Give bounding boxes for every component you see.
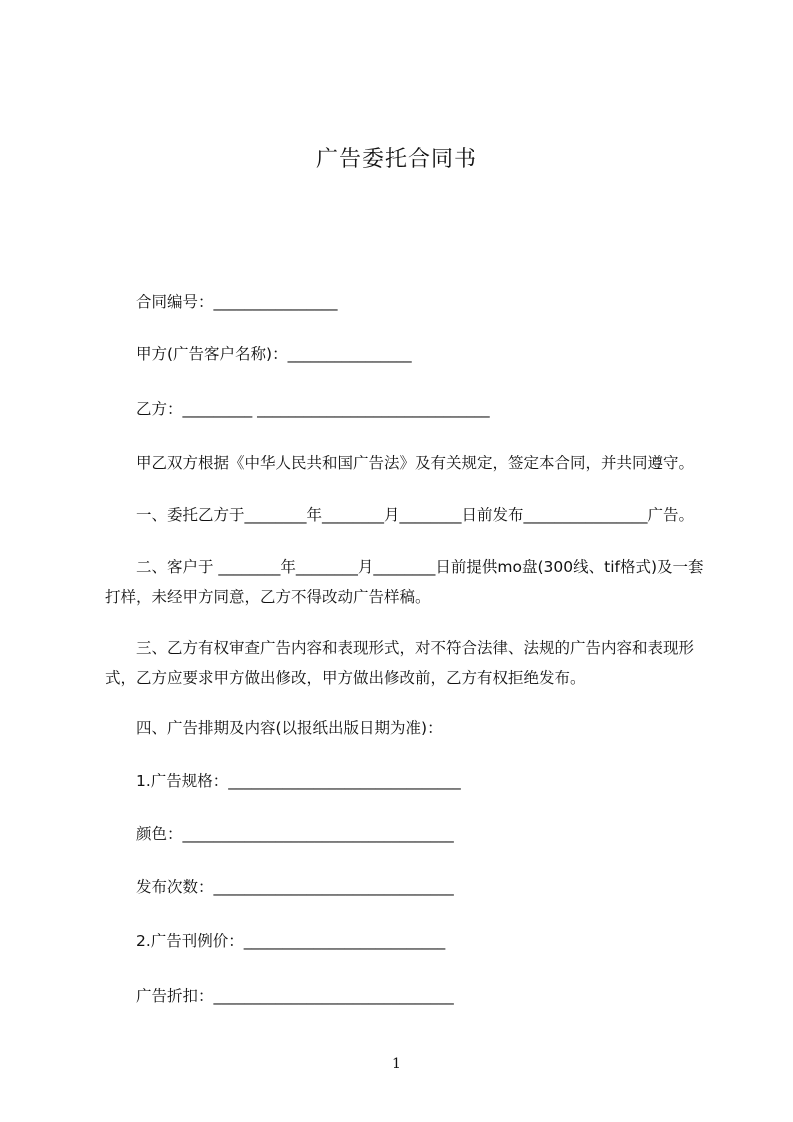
party-a-line: 甲方(广告客户名称)：________________: [136, 345, 412, 363]
ad-spec-line: 1.广告规格：______________________________: [136, 772, 461, 790]
color-line: 颜色：___________________________________: [136, 825, 454, 843]
page-number: 1: [392, 1056, 401, 1072]
document-title: 广告委托合同书: [315, 147, 477, 172]
contract-number-line: 合同编号：________________: [136, 293, 338, 311]
clause-2: 二、客户于 ________年________月________日前提供mo盘(300线、tif格式)及一套打样，未经甲方同意，乙方不得改动广告样稿。: [105, 558, 704, 606]
publish-times-line: 发布次数：_______________________________: [136, 878, 454, 896]
clause-3: 三、乙方有权审查广告内容和表现形式，对不符合法律、法规的广告内容和表现形式，乙方应要求甲方做出修改，甲方做出修改前，乙方有权拒绝发布。: [105, 639, 695, 687]
clause-1: 一、委托乙方于________年________月________日前发布________________广告。: [136, 506, 695, 524]
intro-paragraph: 甲乙双方根据《中华人民共和国广告法》及有关规定，签定本合同，并共同遵守。: [136, 454, 695, 472]
clause-4: 四、广告排期及内容(以报纸出版日期为准)：: [136, 719, 443, 737]
party-b-line: 乙方：_________ ______________________________: [136, 400, 490, 418]
ad-discount-line: 广告折扣：_______________________________: [136, 987, 454, 1005]
ad-price-line: 2.广告刊例价：__________________________: [136, 932, 446, 950]
